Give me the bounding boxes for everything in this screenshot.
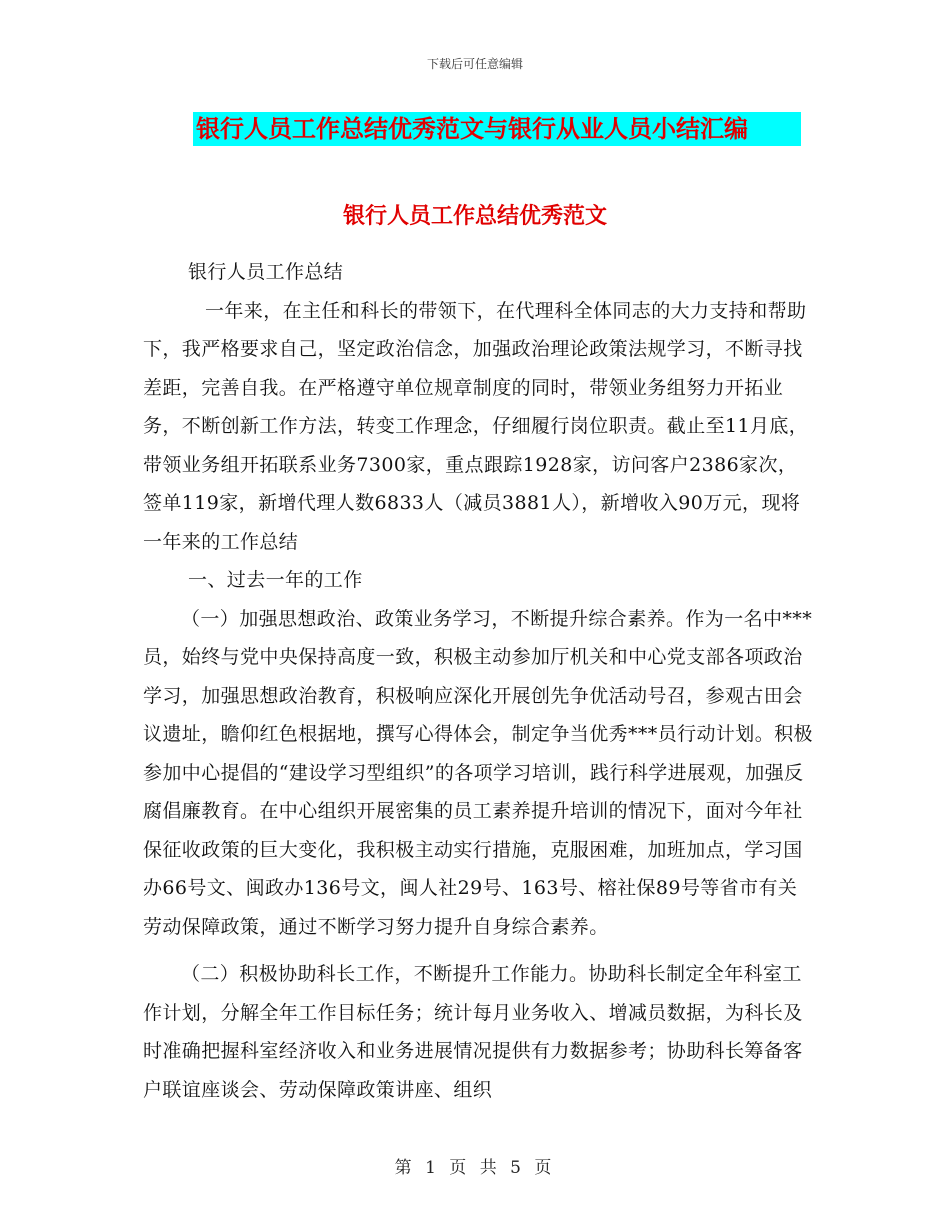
paragraph-label: 银行人员工作总结 [188, 261, 344, 283]
paragraph: （二）积极协助科长工作，不断提升工作能力。协助科长制定全年科室工作计划，分解全年工作目标任务；统计每月业务收入、增减员数据，为科长及时准确把握科室经济收入和业务进展情况提供有力数据参考；协助科长筹备客户联谊座谈会、劳动保障政策讲座、组织 [143, 963, 803, 1101]
document-title: 银行人员工作总结优秀范文与银行从业人员小结汇编 [193, 112, 801, 146]
paragraph: 一年来，在主任和科长的带领下，在代理科全体同志的大力支持和帮助下，我严格要求自己，坚定政治信念，加强政治理论政策法规学习，不断寻找差距，完善自我。在严格遵守单位规章制度的同时，带领业务组努力开拓业务，不断创新工作方法，转变工作理念，仔细履行岗位职责。截止至11月底，带领业务组开拓联系业务7300家，重点跟踪1928家，访问客户2386家次，签单119家，新增代理人数6833人（减员3881人），新增收入90万元，现将一年来的工作总结 [143, 299, 809, 553]
paragraph: （一）加强思想政治、政策业务学习，不断提升综合素养。作为一名中***员，始终与党中央保持高度一致，积极主动参加厅机关和中心党支部各项政治学习，加强思想政治教育，积极响应深化开展创先争优活动号召，参观古田会议遗址，瞻仰红色根据地，撰写心得体会，制定争当优秀***员行动计划。积极参加中心提倡的“建设学习型组织”的各项学习培训，践行科学进展观，加强反腐倡廉教育。在中心组织开展密集的员工素养提升培训的情况下，面对今年社保征收政策的巨大变化，我积极主动实行措施，克服困难，加班加点，学习国办66号文、闽政办136号文，闽人社29号、163号、榕社保89号等省市有关劳动保障政策，通过不断学习努力提升自身综合素养。 [143, 607, 813, 938]
document-body [143, 218, 813, 1109]
section-heading: 一、过去一年的工作 [188, 569, 363, 591]
section-title: 银行人员工作总结优秀范文 [342, 204, 607, 229]
page-footer: 第 1 页 共 5 页 [394, 1158, 556, 1178]
page-header-note: 下载后可任意编辑 [426, 57, 523, 71]
